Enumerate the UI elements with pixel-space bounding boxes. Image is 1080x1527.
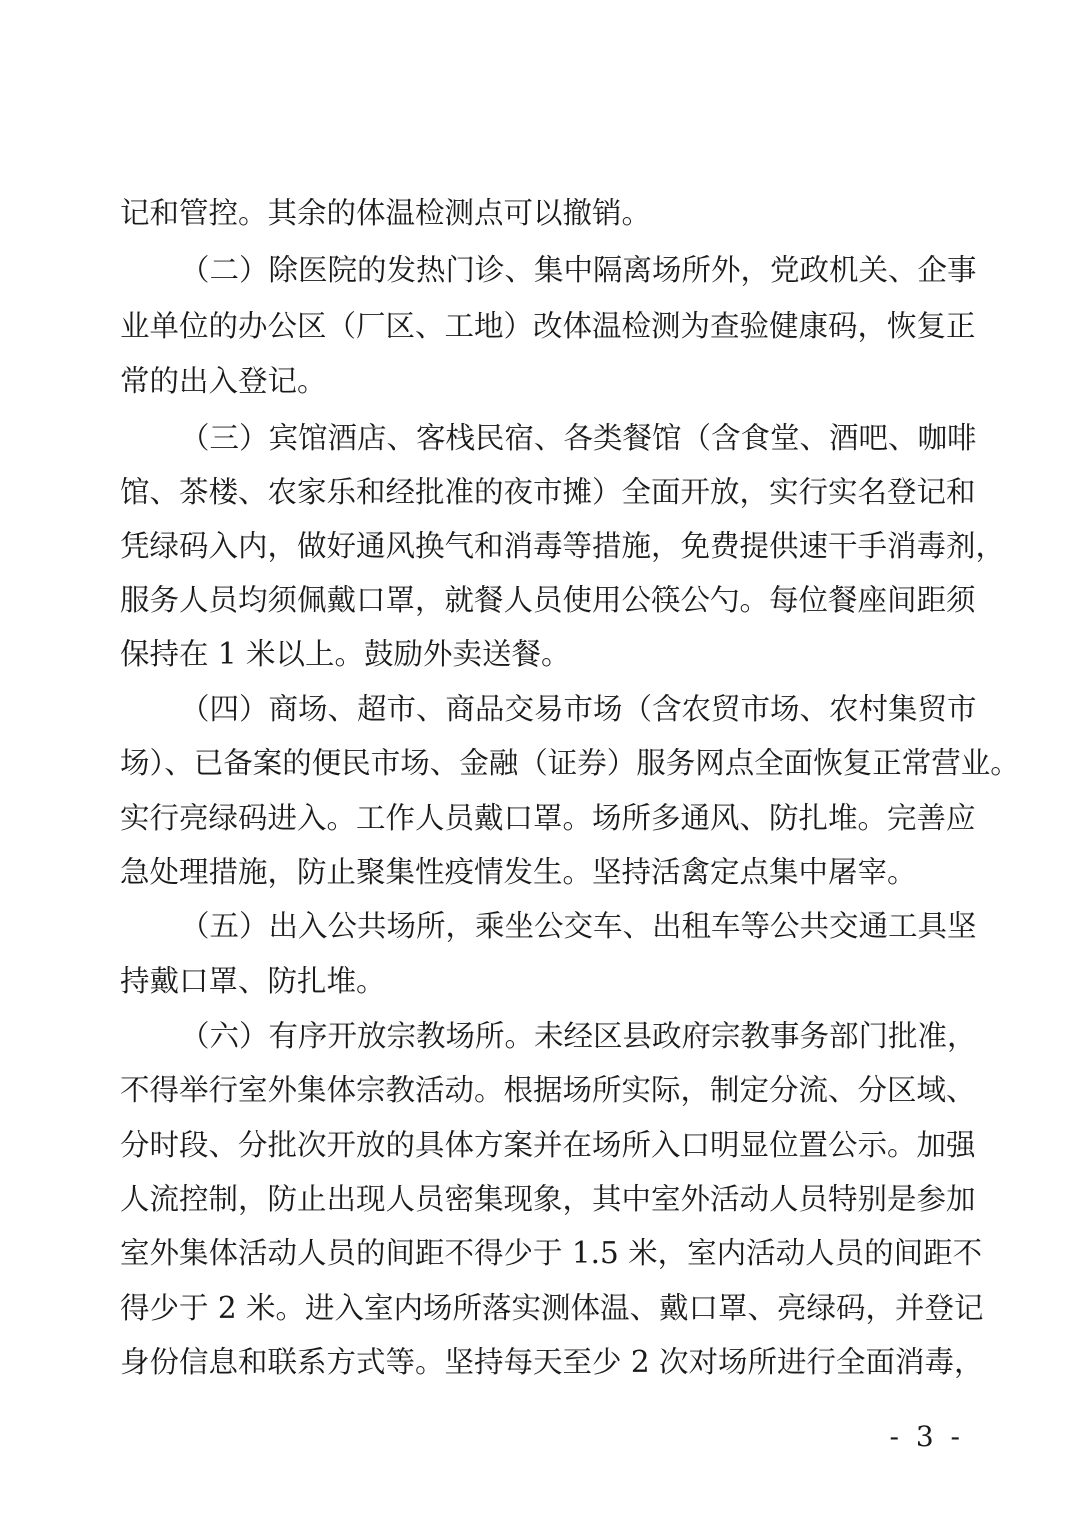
text-line-14: （五）出入公共场所，乘坐公交车、出租车等公共交通工具坚 (180, 909, 977, 943)
text-line-11: 场）、已备案的便民市场、金融（证券）服务网点全面恢复正常营业。 (120, 746, 1020, 780)
text-line-1: 记和管控。其余的体温检测点可以撤销。 (120, 196, 652, 230)
text-line-13: 急处理措施，防止聚集性疫情发生。坚持活禽定点集中屠宰。 (120, 855, 917, 889)
page-number: - 3 - (889, 1420, 964, 1453)
text-line-15: 持戴口罩、防扎堆。 (120, 964, 386, 998)
text-line-7: 凭绿码入内，做好通风换气和消毒等措施，免费提供速干手消毒剂， (120, 529, 1006, 563)
text-line-4: 常的出入登记。 (120, 364, 327, 398)
text-line-17: 不得举行室外集体宗教活动。根据场所实际，制定分流、分区域、 (120, 1073, 976, 1107)
text-line-3: 业单位的办公区（厂区、工地）改体温检测为查验健康码，恢复正 (120, 309, 976, 343)
text-line-10: （四）商场、超市、商品交易市场（含农贸市场、农村集贸市 (180, 692, 977, 726)
text-line-18: 分时段、分批次开放的具体方案并在场所入口明显位置公示。加强 (120, 1128, 976, 1162)
text-line-6: 馆、茶楼、农家乐和经批准的夜市摊）全面开放，实行实名登记和 (120, 475, 976, 509)
text-line-12: 实行亮绿码进入。工作人员戴口罩。场所多通风、防扎堆。完善应 (120, 801, 976, 835)
text-line-19: 人流控制，防止出现人员密集现象，其中室外活动人员特别是参加 (120, 1182, 976, 1216)
text-line-21: 得少于 2 米。进入室内场所落实测体温、戴口罩、亮绿码，并登记 (120, 1291, 984, 1325)
text-line-2: （二）除医院的发热门诊、集中隔离场所外，党政机关、企事 (180, 253, 977, 287)
text-line-9: 保持在 1 米以上。鼓励外卖送餐。 (120, 637, 571, 671)
text-line-16: （六）有序开放宗教场所。未经区县政府宗教事务部门批准， (180, 1019, 977, 1053)
text-line-22: 身份信息和联系方式等。坚持每天至少 2 次对场所进行全面消毒， (120, 1345, 984, 1379)
text-line-8: 服务人员均须佩戴口罩，就餐人员使用公筷公勺。每位餐座间距须 (120, 583, 976, 617)
text-line-5: （三）宾馆酒店、客栈民宿、各类餐馆（含食堂、酒吧、咖啡 (180, 421, 977, 455)
text-line-20: 室外集体活动人员的间距不得少于 1.5 米，室内活动人员的间距不 (120, 1236, 983, 1270)
